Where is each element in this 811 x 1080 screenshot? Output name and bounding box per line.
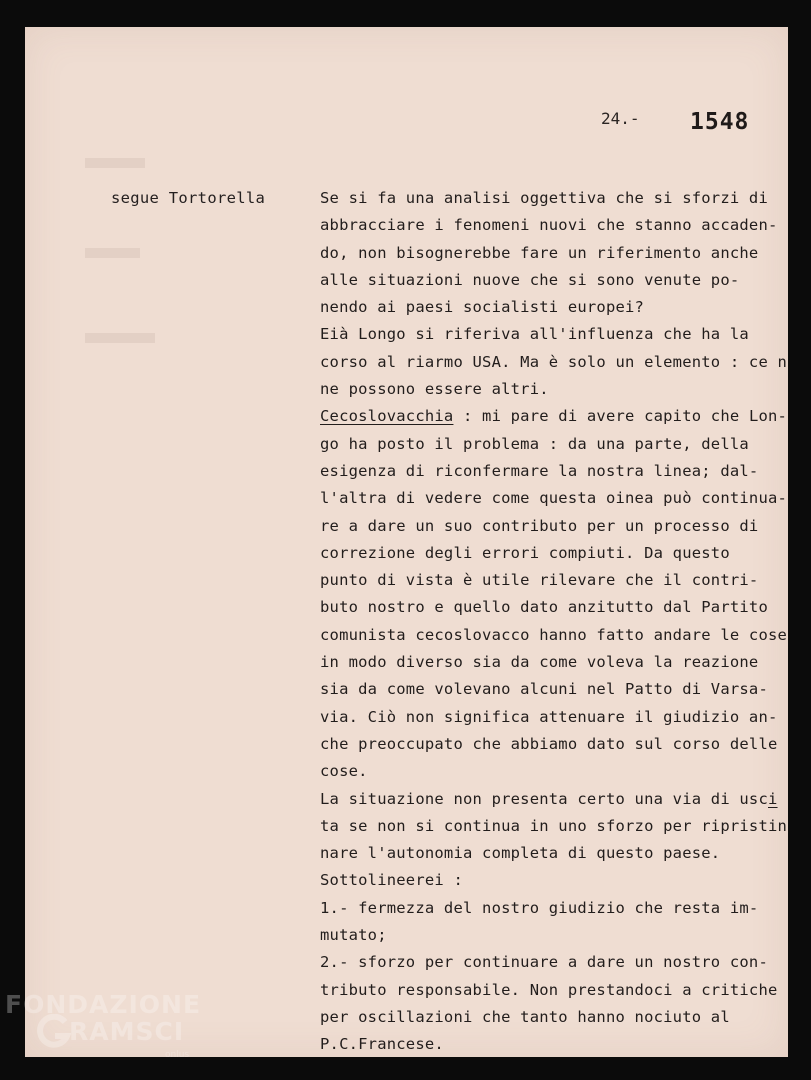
- text-line: correzione degli errori compiuti. Da questo: [320, 543, 730, 562]
- text-line: nendo ai paesi socialisti europei?: [320, 298, 645, 317]
- text-line: Sottolineerei :: [320, 871, 463, 890]
- text-line: re a dare un suo contributo per un processo di: [320, 516, 759, 535]
- text-line: do, non bisognerebbe fare un riferimento anche: [320, 243, 759, 262]
- text-line: ta se non si continua in uno sforzo per ripristin: [320, 816, 788, 835]
- text-line: via. Ciò non significa attenuare il giudizio an-: [320, 707, 778, 726]
- text-line-start: La situazione non presenta certo una via di usc: [320, 789, 768, 808]
- text-line: l'altra di vedere come questa oinea può continua-: [320, 489, 788, 508]
- text-line: che preoccupato che abbiamo dato sul corso delle: [320, 734, 778, 753]
- watermark-subtitle: onlus: [165, 1050, 190, 1060]
- text-line: sia da come volevano alcuni nel Patto di Varsa-: [320, 680, 768, 699]
- text-line: go ha posto il problema : da una parte, della: [320, 434, 749, 453]
- page-label: 24.-: [601, 109, 640, 128]
- text-line: tributo responsabile. Non prestandoci a critiche: [320, 980, 778, 999]
- text-line: esigenza di riconfermare la nostra linea; dal-: [320, 461, 759, 480]
- watermark-g-logo-icon: [35, 1014, 71, 1050]
- text-line: [320, 786, 790, 813]
- text-line: mutato;: [320, 926, 387, 945]
- text-line: alle situazioni nuove che si sono venute po-: [320, 270, 740, 289]
- text-line: buto nostro e quello dato anzitutto dal Partito: [320, 598, 768, 617]
- text-line: 1.- fermezza del nostro giudizio che resta im-: [320, 898, 759, 917]
- text-line: P.C.Francese.: [320, 1035, 444, 1054]
- text-line: corso al riarmo USA. Ma è solo un elemento : ce n: [320, 352, 788, 371]
- text-line: ne possono essere altri.: [320, 380, 549, 399]
- underlined-letter: i: [768, 789, 778, 808]
- text-line-rest: : mi pare di avere capito che Lon-: [453, 407, 788, 426]
- bleed-through-mark: [85, 333, 155, 343]
- text-line: abbracciare i fenomeni nuovi che stanno accaden-: [320, 216, 778, 235]
- text-line: Eià Longo si riferiva all'influenza che ha la: [320, 325, 749, 344]
- bleed-through-mark: [85, 248, 140, 258]
- text-line: in modo diverso sia da come voleva la reazione: [320, 653, 759, 672]
- text-line: cose.: [320, 762, 368, 781]
- page-number: 1548: [690, 109, 750, 135]
- bleed-through-mark: [85, 158, 145, 168]
- watermark-line-1: FONDAZIONE: [5, 990, 202, 1019]
- underlined-heading: Cecoslovacchia: [320, 407, 454, 426]
- text-line: punto di vista è utile rilevare che il contri-: [320, 571, 759, 590]
- fondazione-gramsci-watermark: [5, 990, 205, 1070]
- text-line: Se si fa una analisi oggettiva che si sforzi di: [320, 189, 768, 207]
- text-line: comunista cecoslovacco hanno fatto andare le cose: [320, 625, 788, 644]
- text-line: 2.- sforzo per continuare a dare un nostro con-: [320, 953, 768, 972]
- document-body: [320, 185, 790, 1059]
- speaker-label: segue Tortorella: [111, 189, 266, 207]
- text-line: nare l'autonomia completa di questo paese.: [320, 844, 721, 863]
- text-line: [320, 403, 790, 430]
- text-line: per oscillazioni che tanto hanno nociuto al: [320, 1007, 730, 1026]
- watermark-line-2: RAMSCI: [69, 1017, 185, 1046]
